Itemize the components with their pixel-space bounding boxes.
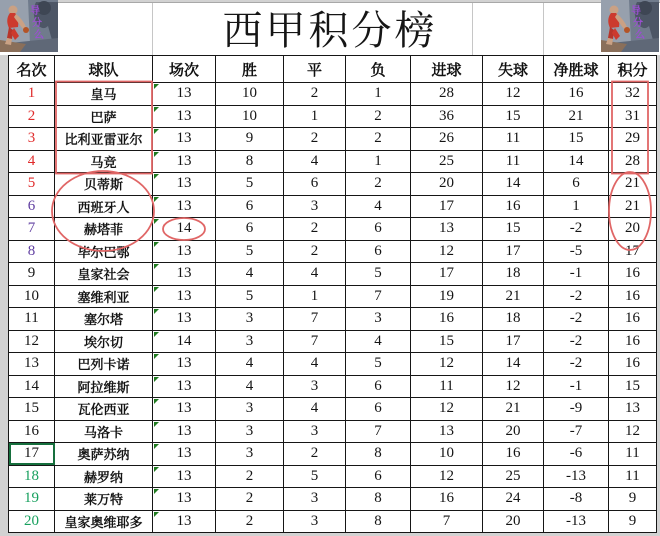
drawn-cell[interactable]: 4 (284, 353, 346, 376)
points-cell[interactable]: 21 (609, 195, 657, 218)
goal-diff-cell[interactable]: -2 (544, 285, 609, 308)
won-cell[interactable]: 4 (216, 353, 284, 376)
goals-against-cell[interactable]: 18 (483, 263, 544, 286)
points-cell[interactable]: 21 (609, 173, 657, 196)
rank-cell[interactable]: 17 (9, 443, 55, 466)
goals-against-cell[interactable]: 18 (483, 308, 544, 331)
won-cell[interactable]: 5 (216, 285, 284, 308)
played-cell[interactable]: 13 (153, 443, 216, 466)
team-cell[interactable]: 塞维利亚 (55, 285, 153, 308)
column-header-4[interactable]: 平 (284, 56, 346, 83)
played-cell[interactable]: 13 (153, 173, 216, 196)
goal-diff-cell[interactable]: -8 (544, 488, 609, 511)
table-row (9, 218, 657, 241)
team-cell[interactable]: 比利亚雷亚尔 (55, 128, 153, 151)
points-cell[interactable]: 11 (609, 465, 657, 488)
column-header-6[interactable]: 进球 (411, 56, 483, 83)
team-cell[interactable]: 西班牙人 (55, 195, 153, 218)
won-cell[interactable]: 4 (216, 375, 284, 398)
goals-for-cell[interactable]: 20 (411, 173, 483, 196)
won-cell[interactable]: 10 (216, 83, 284, 106)
goals-against-cell[interactable]: 25 (483, 465, 544, 488)
played-cell[interactable]: 13 (153, 420, 216, 443)
rank-cell[interactable]: 20 (9, 510, 55, 533)
lost-cell[interactable]: 4 (346, 330, 411, 353)
rank-cell[interactable]: 1 (9, 83, 55, 106)
table-row (9, 398, 657, 421)
svg-text:分: 分 (32, 18, 42, 29)
team-cell[interactable]: 马洛卡 (55, 420, 153, 443)
rank-cell[interactable]: 9 (9, 263, 55, 286)
won-cell[interactable]: 9 (216, 128, 284, 151)
goals-for-cell[interactable]: 12 (411, 465, 483, 488)
played-cell[interactable]: 13 (153, 128, 216, 151)
points-cell[interactable]: 20 (609, 218, 657, 241)
table-row (9, 465, 657, 488)
table-row (9, 375, 657, 398)
drawn-cell[interactable]: 4 (284, 398, 346, 421)
column-header-1[interactable]: 球队 (55, 56, 153, 83)
lost-cell[interactable]: 8 (346, 443, 411, 466)
lost-cell[interactable]: 6 (346, 240, 411, 263)
goals-against-cell[interactable]: 12 (483, 83, 544, 106)
goals-for-cell[interactable]: 28 (411, 83, 483, 106)
lost-cell[interactable]: 5 (346, 263, 411, 286)
played-cell[interactable]: 13 (153, 285, 216, 308)
goals-against-cell[interactable]: 20 (483, 510, 544, 533)
drawn-cell[interactable]: 3 (284, 510, 346, 533)
goals-for-cell[interactable]: 36 (411, 105, 483, 128)
rank-cell[interactable]: 11 (9, 308, 55, 331)
lost-cell[interactable]: 1 (346, 83, 411, 106)
table-row (9, 420, 657, 443)
won-cell[interactable]: 3 (216, 398, 284, 421)
goals-against-cell[interactable]: 21 (483, 285, 544, 308)
points-cell[interactable]: 16 (609, 308, 657, 331)
drawn-cell[interactable]: 5 (284, 465, 346, 488)
goal-diff-cell[interactable]: -2 (544, 308, 609, 331)
lost-cell[interactable]: 6 (346, 465, 411, 488)
team-cell[interactable]: 赫塔菲 (55, 218, 153, 241)
page-title: 西甲积分榜 (222, 8, 438, 53)
won-cell[interactable]: 6 (216, 218, 284, 241)
svg-text:分: 分 (633, 18, 643, 29)
drawn-cell[interactable]: 3 (284, 375, 346, 398)
points-cell[interactable]: 16 (609, 353, 657, 376)
goals-for-cell[interactable]: 25 (411, 150, 483, 173)
lost-cell[interactable]: 5 (346, 353, 411, 376)
lost-cell[interactable]: 4 (346, 195, 411, 218)
goals-against-cell[interactable]: 11 (483, 128, 544, 151)
points-cell[interactable]: 9 (609, 510, 657, 533)
table-row (9, 150, 657, 173)
team-cell[interactable]: 巴列卡诺 (55, 353, 153, 376)
rank-cell[interactable]: 7 (9, 218, 55, 241)
goal-diff-cell[interactable]: 14 (544, 150, 609, 173)
table-row (9, 308, 657, 331)
column-header-7[interactable]: 失球 (483, 56, 544, 83)
team-cell[interactable]: 贝蒂斯 (55, 173, 153, 196)
drawn-cell[interactable]: 2 (284, 128, 346, 151)
points-cell[interactable]: 17 (609, 240, 657, 263)
goals-for-cell[interactable]: 15 (411, 330, 483, 353)
rank-cell[interactable]: 4 (9, 150, 55, 173)
rank-cell[interactable]: 13 (9, 353, 55, 376)
basketball-player-icon (0, 0, 58, 52)
lost-cell[interactable]: 7 (346, 420, 411, 443)
played-cell[interactable]: 13 (153, 375, 216, 398)
goals-for-cell[interactable]: 19 (411, 285, 483, 308)
goal-diff-cell[interactable]: -9 (544, 398, 609, 421)
played-cell[interactable]: 13 (153, 195, 216, 218)
goals-against-cell[interactable]: 15 (483, 218, 544, 241)
points-cell[interactable]: 13 (609, 398, 657, 421)
standings-table (8, 55, 657, 533)
goals-for-cell[interactable]: 12 (411, 398, 483, 421)
lost-cell[interactable]: 6 (346, 218, 411, 241)
won-cell[interactable]: 5 (216, 173, 284, 196)
rank-cell[interactable]: 18 (9, 465, 55, 488)
goals-against-cell[interactable]: 15 (483, 105, 544, 128)
points-cell[interactable]: 9 (609, 488, 657, 511)
won-cell[interactable]: 3 (216, 330, 284, 353)
lost-cell[interactable]: 8 (346, 488, 411, 511)
table-row (9, 330, 657, 353)
played-cell[interactable]: 13 (153, 150, 216, 173)
drawn-cell[interactable]: 4 (284, 263, 346, 286)
team-cell[interactable]: 塞尔塔 (55, 308, 153, 331)
svg-text:么: 么 (34, 30, 44, 41)
corner-artwork-left (0, 0, 58, 52)
won-cell[interactable]: 2 (216, 488, 284, 511)
column-header-3[interactable]: 胜 (216, 56, 284, 83)
drawn-cell[interactable]: 3 (284, 420, 346, 443)
lost-cell[interactable]: 1 (346, 150, 411, 173)
drawn-cell[interactable]: 7 (284, 330, 346, 353)
title-band (0, 2, 660, 55)
team-cell[interactable]: 皇家奥维耶多 (55, 510, 153, 533)
played-cell[interactable]: 14 (153, 330, 216, 353)
goals-against-cell[interactable]: 20 (483, 420, 544, 443)
points-cell[interactable]: 32 (609, 83, 657, 106)
goals-against-cell[interactable]: 11 (483, 150, 544, 173)
played-cell[interactable]: 13 (153, 83, 216, 106)
goal-diff-cell[interactable]: -1 (544, 375, 609, 398)
goals-for-cell[interactable]: 17 (411, 263, 483, 286)
team-cell[interactable]: 皇家社会 (55, 263, 153, 286)
goals-against-cell[interactable]: 16 (483, 195, 544, 218)
table-row (9, 488, 657, 511)
table-row (9, 173, 657, 196)
drawn-cell[interactable]: 4 (284, 150, 346, 173)
basketball-player-icon (601, 0, 659, 52)
rank-cell[interactable]: 5 (9, 173, 55, 196)
rank-cell[interactable]: 14 (9, 375, 55, 398)
won-cell[interactable]: 10 (216, 105, 284, 128)
drawn-cell[interactable]: 1 (284, 105, 346, 128)
rank-cell[interactable]: 3 (9, 128, 55, 151)
table-row (9, 128, 657, 151)
team-cell[interactable]: 瓦伦西亚 (55, 398, 153, 421)
won-cell[interactable]: 8 (216, 150, 284, 173)
points-cell[interactable]: 28 (609, 150, 657, 173)
table-row (9, 263, 657, 286)
goal-diff-cell[interactable]: -2 (544, 218, 609, 241)
table-body (9, 83, 657, 533)
points-cell[interactable]: 16 (609, 285, 657, 308)
table-row (9, 443, 657, 466)
header-row (9, 56, 657, 83)
points-cell[interactable]: 15 (609, 375, 657, 398)
team-cell[interactable]: 奥萨苏纳 (55, 443, 153, 466)
won-cell[interactable]: 2 (216, 510, 284, 533)
played-cell[interactable]: 13 (153, 308, 216, 331)
lost-cell[interactable]: 2 (346, 105, 411, 128)
column-header-5[interactable]: 负 (346, 56, 411, 83)
played-cell[interactable]: 13 (153, 510, 216, 533)
drawn-cell[interactable]: 7 (284, 308, 346, 331)
table-row (9, 240, 657, 263)
points-cell[interactable]: 12 (609, 420, 657, 443)
goal-diff-cell[interactable]: -13 (544, 465, 609, 488)
team-cell[interactable]: 埃尔切 (55, 330, 153, 353)
won-cell[interactable]: 5 (216, 240, 284, 263)
won-cell[interactable]: 4 (216, 263, 284, 286)
goals-against-cell[interactable]: 24 (483, 488, 544, 511)
points-cell[interactable]: 16 (609, 263, 657, 286)
drawn-cell[interactable]: 2 (284, 218, 346, 241)
rank-cell[interactable]: 19 (9, 488, 55, 511)
played-cell[interactable]: 13 (153, 353, 216, 376)
corner-artwork-right (601, 0, 659, 52)
won-cell[interactable]: 3 (216, 420, 284, 443)
goal-diff-cell[interactable]: 16 (544, 83, 609, 106)
played-cell[interactable]: 13 (153, 465, 216, 488)
points-cell[interactable]: 11 (609, 443, 657, 466)
won-cell[interactable]: 6 (216, 195, 284, 218)
team-cell[interactable]: 阿拉维斯 (55, 375, 153, 398)
lost-cell[interactable]: 7 (346, 285, 411, 308)
goal-diff-cell[interactable]: 21 (544, 105, 609, 128)
team-cell[interactable]: 皇马 (55, 83, 153, 106)
team-cell[interactable]: 巴萨 (55, 105, 153, 128)
team-cell[interactable]: 莱万特 (55, 488, 153, 511)
goals-against-cell[interactable]: 17 (483, 240, 544, 263)
rank-cell[interactable]: 10 (9, 285, 55, 308)
goal-diff-cell[interactable]: -2 (544, 353, 609, 376)
column-header-8[interactable]: 净胜球 (544, 56, 609, 83)
lost-cell[interactable]: 6 (346, 398, 411, 421)
points-cell[interactable]: 16 (609, 330, 657, 353)
played-cell[interactable]: 13 (153, 263, 216, 286)
team-cell[interactable]: 马竞 (55, 150, 153, 173)
table-row (9, 510, 657, 533)
drawn-cell[interactable]: 6 (284, 173, 346, 196)
lost-cell[interactable]: 2 (346, 128, 411, 151)
drawn-cell[interactable]: 3 (284, 488, 346, 511)
table-row (9, 353, 657, 376)
goals-against-cell[interactable]: 14 (483, 353, 544, 376)
goals-for-cell[interactable]: 26 (411, 128, 483, 151)
points-cell[interactable]: 29 (609, 128, 657, 151)
played-cell[interactable]: 13 (153, 240, 216, 263)
team-cell[interactable]: 赫罗纳 (55, 465, 153, 488)
rank-cell[interactable]: 15 (9, 398, 55, 421)
table-row (9, 83, 657, 106)
goals-against-cell[interactable]: 12 (483, 375, 544, 398)
goal-diff-cell[interactable]: -5 (544, 240, 609, 263)
goals-against-cell[interactable]: 21 (483, 398, 544, 421)
goal-diff-cell[interactable]: -13 (544, 510, 609, 533)
column-header-2[interactable]: 场次 (153, 56, 216, 83)
table-row (9, 285, 657, 308)
rank-cell[interactable]: 16 (9, 420, 55, 443)
table-row (9, 105, 657, 128)
goals-for-cell[interactable]: 10 (411, 443, 483, 466)
lost-cell[interactable]: 3 (346, 308, 411, 331)
played-cell[interactable]: 13 (153, 488, 216, 511)
won-cell[interactable]: 3 (216, 443, 284, 466)
lost-cell[interactable]: 2 (346, 173, 411, 196)
lost-cell[interactable]: 8 (346, 510, 411, 533)
goals-for-cell[interactable]: 13 (411, 218, 483, 241)
table-row (9, 195, 657, 218)
svg-text:导: 导 (631, 6, 641, 17)
goals-against-cell[interactable]: 14 (483, 173, 544, 196)
goal-diff-cell[interactable]: -6 (544, 443, 609, 466)
rank-cell[interactable]: 12 (9, 330, 55, 353)
svg-text:么: 么 (635, 30, 645, 41)
drawn-cell[interactable]: 2 (284, 443, 346, 466)
goal-diff-cell[interactable]: -7 (544, 420, 609, 443)
goal-diff-cell[interactable]: -2 (544, 330, 609, 353)
goal-diff-cell[interactable]: 1 (544, 195, 609, 218)
column-header-0[interactable]: 名次 (9, 56, 55, 83)
lost-cell[interactable]: 6 (346, 375, 411, 398)
won-cell[interactable]: 3 (216, 308, 284, 331)
goals-for-cell[interactable]: 7 (411, 510, 483, 533)
goal-diff-cell[interactable]: 6 (544, 173, 609, 196)
played-cell[interactable]: 14 (153, 218, 216, 241)
goals-for-cell[interactable]: 16 (411, 308, 483, 331)
goals-for-cell[interactable]: 13 (411, 420, 483, 443)
goals-for-cell[interactable]: 11 (411, 375, 483, 398)
drawn-cell[interactable]: 1 (284, 285, 346, 308)
team-cell[interactable]: 毕尔巴鄂 (55, 240, 153, 263)
goals-for-cell[interactable]: 17 (411, 195, 483, 218)
goals-for-cell[interactable]: 12 (411, 240, 483, 263)
svg-text:导: 导 (30, 6, 40, 17)
goal-diff-cell[interactable]: -1 (544, 263, 609, 286)
rank-cell[interactable]: 8 (9, 240, 55, 263)
goals-against-cell[interactable]: 17 (483, 330, 544, 353)
rank-cell[interactable]: 2 (9, 105, 55, 128)
goals-for-cell[interactable]: 12 (411, 353, 483, 376)
goal-diff-cell[interactable]: 15 (544, 128, 609, 151)
goals-for-cell[interactable]: 16 (411, 488, 483, 511)
drawn-cell[interactable]: 3 (284, 195, 346, 218)
drawn-cell[interactable]: 2 (284, 240, 346, 263)
played-cell[interactable]: 13 (153, 105, 216, 128)
rank-cell[interactable]: 6 (9, 195, 55, 218)
played-cell[interactable]: 13 (153, 398, 216, 421)
points-cell[interactable]: 31 (609, 105, 657, 128)
column-header-9[interactable]: 积分 (609, 56, 657, 83)
won-cell[interactable]: 2 (216, 465, 284, 488)
goals-against-cell[interactable]: 16 (483, 443, 544, 466)
drawn-cell[interactable]: 2 (284, 83, 346, 106)
